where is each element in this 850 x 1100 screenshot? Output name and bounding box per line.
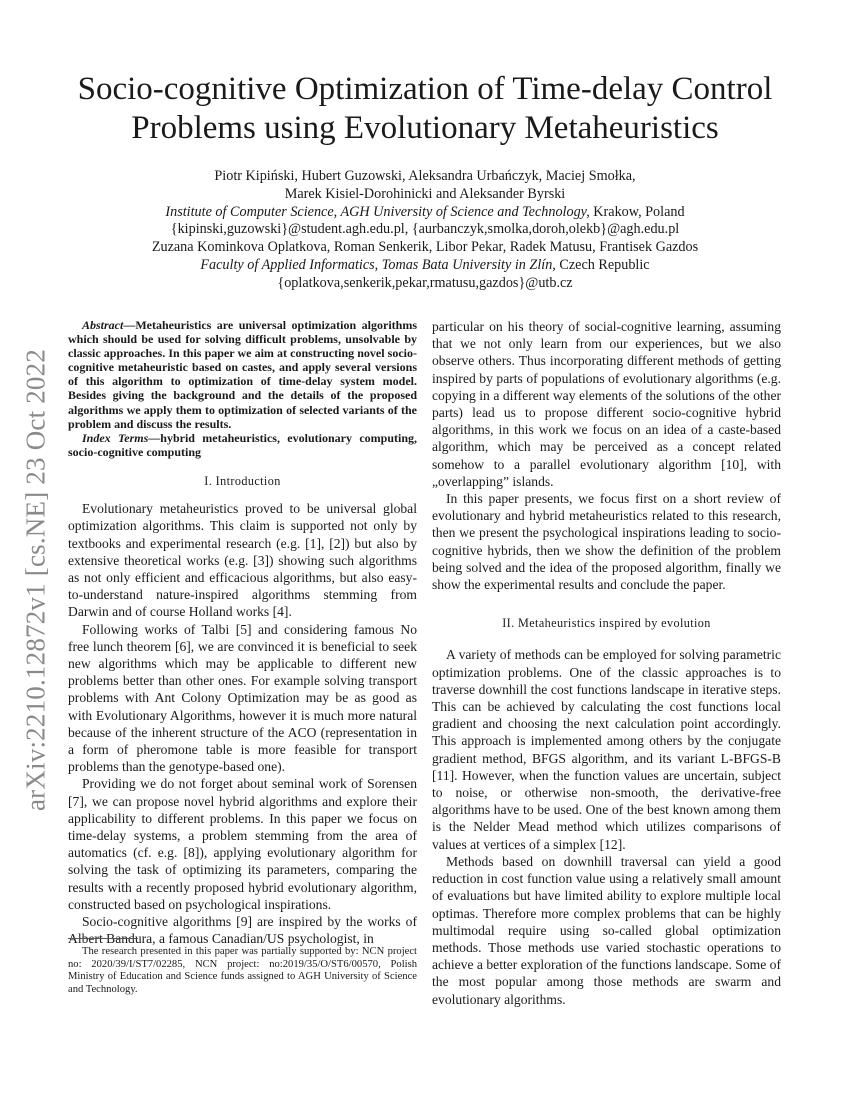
affiliation-1-institution: Institute of Computer Science, AGH University of Science and Technology, <box>165 203 590 220</box>
affiliation-2-institution: Faculty of Applied Informatics, Tomas Bata University in Zlín, <box>200 256 556 273</box>
author-line-3: Zuzana Kominkova Oplatkova, Roman Senkerik, Libor Pekar, Radek Matusu, Frantisek Gazdos <box>151 239 699 256</box>
abstract-text: —Metaheuristics are universal optimization algorithms which should be used for solving difficult problems, unsolvable by classic approaches. In this paper we aim at constructing novel socio-cognitive metaheuristic based on castes, and apply several versions of this algorithm to optimization of time-delay system model. Besides giving the background and the details of the proposed algorithms we apply them to optimization of selected variants of the problem and discuss the results. <box>68 318 417 431</box>
affiliation-2-location: Czech Republic <box>555 256 650 273</box>
index-terms-text: —hybrid metaheuristics, evolutionary computing, socio-cognitive computing <box>68 430 417 459</box>
arxiv-stamp: arXiv:2210.12872v1 [cs.NE] 23 Oct 2022 <box>20 348 51 812</box>
section-heading-introduction: I. Introduction <box>204 473 281 488</box>
abstract-label: Abstract <box>82 318 124 332</box>
affiliation-1-location: Krakow, Poland <box>589 203 685 220</box>
paper-title: Socio-cognitive Optimization of Time-delay Control Problems using Evolutionary Metaheuristics <box>77 71 773 146</box>
section2-paragraph-1: A variety of methods can be employed for solving parametric optimization problems. One of the classic approaches is to traverse downhill the cost functions landscape in iterative steps. This can be achieved by calculating the cost functions local gradient and choosing the next calculation point accordingly. This approach is implemented among others by the conjugate gradient method, BFGS algorithm, and its variant L-BFGS-B [11]. However, when the function values are uncertain, subject to noise, or otherwise non-smooth, the derivative-free algorithms have to be used. One of the best known among them is the Nelder Mead method which utilizes comparisons of values at vertices of a simplex [12]. <box>432 647 781 852</box>
author-block <box>90 168 760 293</box>
emails-1: {kipinski,guzowski}@student.agh.edu.pl, {aurbanczyk,smolka,doroh,olekb}@agh.edu.pl <box>170 221 680 238</box>
emails-2: {oplatkova,senkerik,pekar,rmatusu,gazdos}@utb.cz <box>277 274 573 291</box>
abstract <box>68 318 417 459</box>
intro-paragraph-1: Evolutionary metaheuristics proved to be universal global optimization algorithms. This claim is supported not only by textbooks and experimental research (e.g. [1], [2]) but also by extensive theoretical works (e.g. [3]) showing such algorithms as not only efficient and efficacious algorithms, but also easy-to-understand nature-inspired algorithms stemming from Darwin and of course Holland works [4]. <box>68 501 417 620</box>
intro-paragraph-3: Providing we do not forget about seminal work of Sorensen [7], we can propose novel hybrid algorithms and explore their applicability to different problems. In this paper we focus on time-delay systems, a problem stemming from the area of automatics (cf. e.g. [8]), applying evolutionary algorithm for solving the task of optimizing its parameters, comparing the results with a recently proposed hybrid evolutionary algorithm, constructed based on psychological inspirations. <box>68 776 417 912</box>
index-terms-label: Index Terms <box>82 430 149 445</box>
index-terms <box>68 431 417 459</box>
intro-paragraph-5: In this paper presents, we focus first on a short review of evolutionary and hybrid metaheuristics related to this research, then we present the psychological inspirations leading to socio-cognitive hybrids, then we show the definition of the problem being solved and the idea of the proposed algorithm, finally we show the experimental results and conclude the paper. <box>432 491 781 593</box>
intro-paragraph-4: Socio-cognitive algorithms [9] are inspired by the works of Albert Bandura, a famous Canadian/US psychologist, in <box>68 914 417 947</box>
footnote-text: The research presented in this paper was partially supported by: NCN project no: 2020/39/I/ST7/02285, NCN project: no:2019/35/O/ST6/00570, Polish Ministry of Education and Science funds assigned to AGH University of Science and Technology. <box>68 946 417 995</box>
footnote-rule <box>68 938 138 939</box>
right-column <box>432 318 781 1008</box>
affiliation-1 <box>90 204 760 222</box>
section-heading-metaheuristics: II. Metaheuristics inspired by evolution <box>502 616 711 631</box>
intro-paragraph-4-continued: particular on his theory of social-cognitive learning, assuming that we not only learn from our experiences, but we also observe others. Thus incorporating different methods of getting inspired by parts of populations of evolutionary algorithms (e.g. copying in a different way elements of the solutions of the other parts) lead us to propose different socio-cognitive hybrid algorithms, in this work we focus on an idea of a caste-based algorithm, which may be perceived as a concept related somehow to a parallel evolutionary algorithm [10], with „overlapping” islands. <box>432 319 781 489</box>
abstract-paragraph <box>68 318 417 431</box>
left-column <box>68 318 417 947</box>
intro-paragraph-2: Following works of Talbi [5] and considering famous No free lunch theorem [6], we are convinced it is beneficial to seek new algorithms which may be applicable to different new problems better than other ones. For example solving transport problems with Ant Colony Optimization may be as good as with Evolutionary Algorithms, however it is much more natural because of the inherent structure of the ACO (representation in a form of pheromone table is more feasible for transport problems than the genotype-based one). <box>68 621 417 775</box>
footnote <box>68 946 417 996</box>
author-line-2: Marek Kisiel-Dorohinicki and Aleksander Byrski <box>284 185 566 202</box>
section2-paragraph-2: Methods based on downhill traversal can yield a good reduction in cost function value using a relatively small amount of evaluations but have limited ability to explore multiple local optimas. Therefore more complex problems that can be highly multimodal require using so-called global optimization methods. Those methods use varied stochastic operations to achieve a better exploration of the functions landscape. Some of the most popular among those methods are swarm and evolutionary algorithms. <box>432 853 781 1007</box>
affiliation-2 <box>90 257 760 275</box>
author-line-1: Piotr Kipiński, Hubert Guzowski, Aleksandra Urbańczyk, Maciej Smołka, <box>214 168 636 184</box>
